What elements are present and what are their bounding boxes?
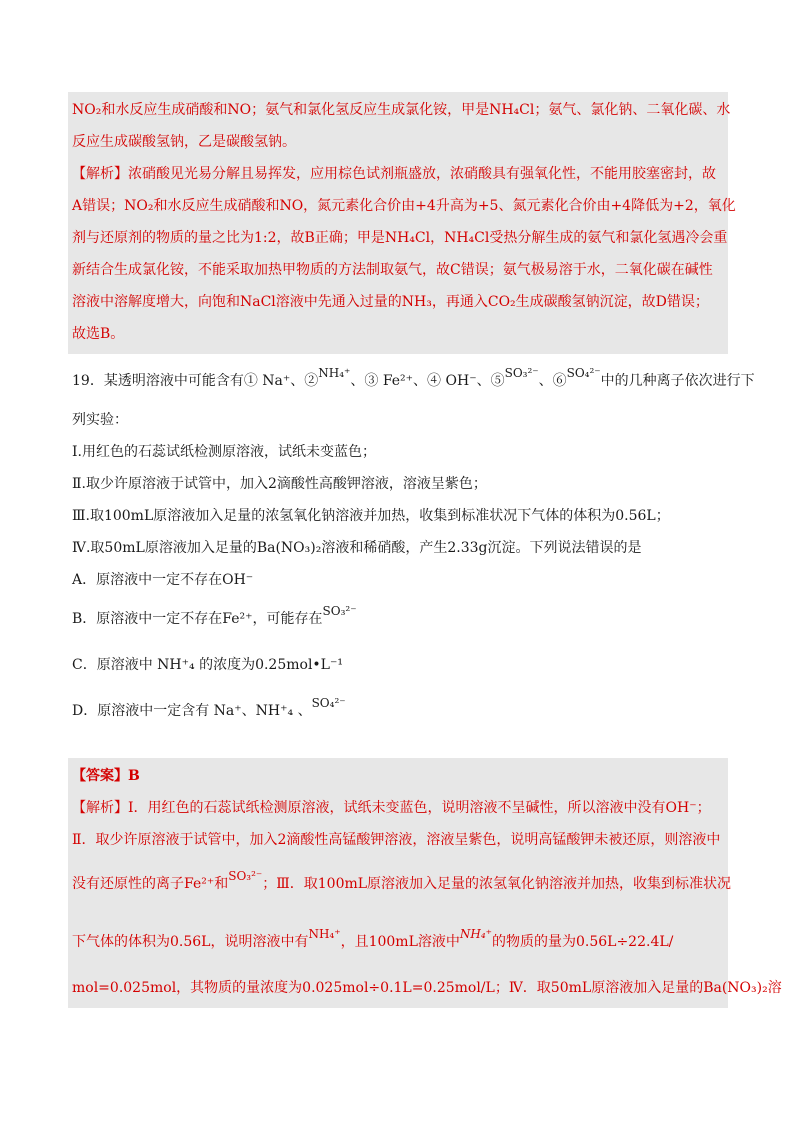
- option-d: [72, 688, 728, 734]
- option-d-text: D．原溶液中一定含有 Na⁺、NH⁺₄ 、: [72, 703, 312, 719]
- question-19: [72, 358, 755, 734]
- previous-analysis-block: [68, 92, 736, 354]
- answer-line: mol=0.025mol，其物质的量浓度为0.025mol÷0.1L=0.25mol/L；Ⅳ．取50mL原溶液加入足量的Ba(NO₃)₂溶: [72, 980, 782, 996]
- experiment-step: Ⅳ.取50mL原溶液加入足量的Ba(NO₃)₂溶液和稀硝酸，产生2.33g沉淀。下列说法错误的是: [72, 540, 642, 556]
- analysis-line: 新结合生成氯化铵，不能采取加热甲物质的方法制取氨气，故C错误；氨气极易溶于水，二氧化碳在碱性: [72, 262, 713, 278]
- analysis-line: 剂与还原剂的物质的量之比为1:2，故B正确；甲是NH₄Cl，NH₄Cl受热分解生成的氨气和氯化氢遇冷会重: [72, 230, 728, 246]
- answer-text: ，且100mL溶液中: [340, 934, 460, 950]
- answer-line: [72, 856, 732, 912]
- ion-so3: SO₃²⁻: [228, 869, 263, 883]
- experiment-step: Ⅱ.取少许原溶液于试管中，加入2滴酸性高酸钾溶液，溶液呈紫色；: [72, 476, 487, 492]
- ion-so4: SO₄²⁻: [566, 366, 601, 380]
- answer-line: 【解析】Ⅰ．用红色的石蕊试纸检测原溶液，试纸未变蓝色，说明溶液不呈碱性，所以溶液中没有OH⁻；: [72, 800, 711, 816]
- answer-line: Ⅱ．取少许原溶液于试管中，加入2滴酸性高锰酸钾溶液，溶液呈紫色，说明高锰酸钾未被还原，则溶液中: [72, 832, 721, 848]
- answer-text: 下气体的体积为0.56L，说明溶液中有: [72, 934, 309, 950]
- document-page: [72, 92, 782, 1008]
- option-c: C．原溶液中 NH⁺₄ 的浓度为0.25mol•L⁻¹: [72, 657, 343, 673]
- stem-text: 中的几种离子依次进行下: [600, 373, 755, 389]
- answer-label: 【答案】B: [72, 768, 140, 784]
- stem-text: 、⑥: [538, 373, 567, 389]
- analysis-line: 溶液中溶解度增大，向饱和NaCl溶液中先通入过量的NH₃，再通入CO₂生成碳酸氢钠沉淀，故D错误；: [72, 294, 709, 310]
- question-stem-cont: 列实验：: [72, 412, 128, 428]
- stem-text: 、③ Fe²⁺、④ OH⁻、⑤: [350, 373, 505, 389]
- option-b-text: B．原溶液中一定不存在Fe²⁺，可能存在: [72, 611, 323, 627]
- experiment-step: Ⅲ.取100mL原溶液加入足量的浓氢氧化钠溶液并加热，收集到标准状况下气体的体积为0.56L；: [72, 508, 670, 524]
- stem-text: 19．某透明溶液中可能含有① Na⁺、②: [72, 373, 319, 389]
- answer-text: 的物质的量为0.56L÷22.4L/: [491, 934, 674, 950]
- ion-so4: SO₄²⁻: [311, 696, 346, 710]
- answer-line: [72, 912, 724, 972]
- analysis-line: 【解析】浓硝酸见光易分解且易挥发，应用棕色试剂瓶盛放，浓硝酸具有强氧化性，不能用胶塞密封，故: [72, 166, 716, 182]
- ion-nh4: NH₄⁺: [459, 927, 492, 941]
- ion-nh4: NH₄⁺: [308, 927, 341, 941]
- answer-block: [68, 758, 782, 1008]
- answer-text: ；Ⅲ．取100mL原溶液加入足量的浓氢氧化钠溶液并加热，收集到标准状况: [262, 876, 732, 892]
- ion-so3: SO₃²⁻: [504, 366, 539, 380]
- ion-so3: SO₃²⁻: [322, 604, 357, 618]
- analysis-line: A错误；NO₂和水反应生成硝酸和NO，氮元素化合价由+4升高为+5、氮元素化合价由+4降低为+2，氧化: [72, 198, 736, 214]
- answer-text: 没有还原性的离子Fe²⁺和: [72, 876, 229, 892]
- analysis-line: 反应生成碳酸氢钠，乙是碳酸氢钠。: [72, 134, 296, 150]
- option-a: A．原溶液中一定不存在OH⁻: [72, 572, 254, 588]
- option-b: [72, 596, 728, 642]
- question-stem: [72, 358, 755, 404]
- ion-nh4: NH₄⁺: [318, 366, 351, 380]
- analysis-line: 故选B。: [72, 326, 125, 342]
- experiment-step: Ⅰ.用红色的石蕊试纸检测原溶液，试纸未变蓝色；: [72, 444, 376, 460]
- analysis-line: NO₂和水反应生成硝酸和NO；氨气和氯化氢反应生成氯化铵，甲是NH₄Cl；氨气、氯化钠、二氧化碳、水: [72, 102, 731, 118]
